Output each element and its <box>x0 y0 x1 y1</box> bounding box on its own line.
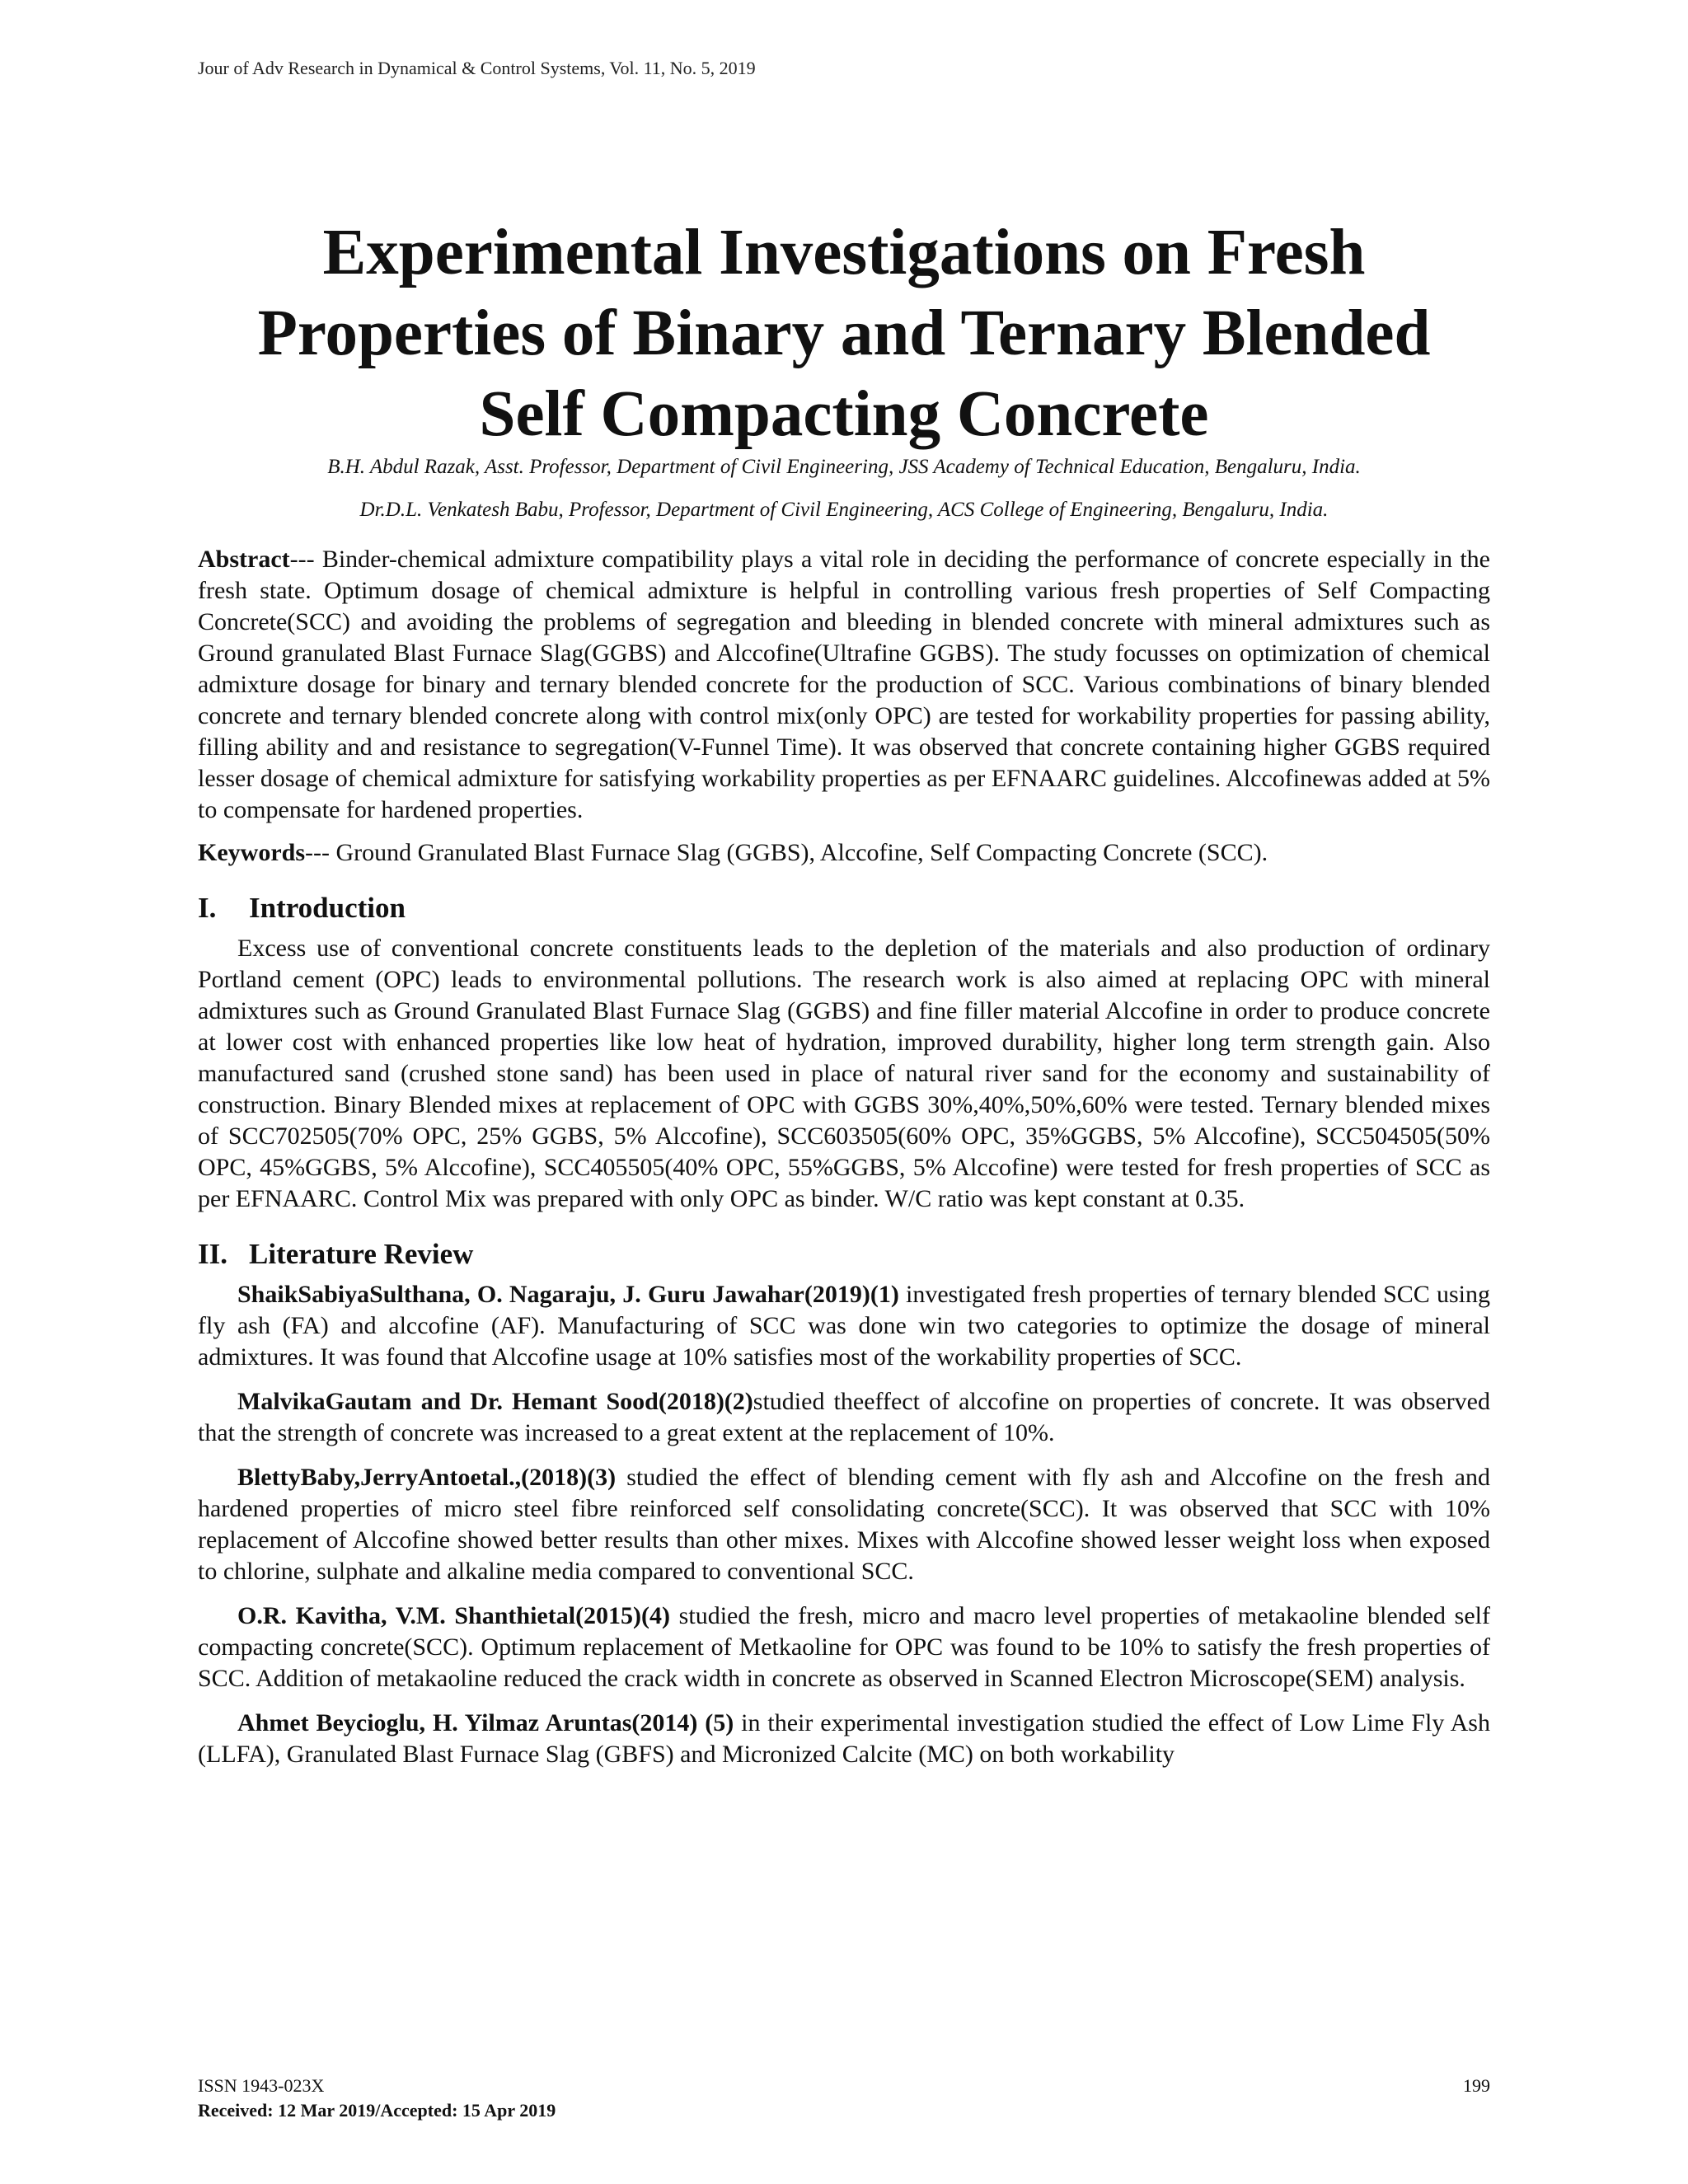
literature-paragraph <box>198 1279 1490 1373</box>
reference-lead: ShaikSabiyaSulthana, O. Nagaraju, J. Guru Jawahar(2019)(1) <box>237 1281 899 1308</box>
literature-paragraph <box>198 1462 1490 1587</box>
paragraph-text: in their experimental investigation studied the effect of Low Lime Fly Ash (LLFA), Granulated Blast Furnace Slag (GBFS) and Micronized Calcite (MC) on both workability <box>198 1709 1490 1768</box>
reference-lead: O.R. Kavitha, V.M. Shanthietal(2015)(4) <box>237 1602 671 1629</box>
page-footer <box>198 2074 1490 2123</box>
paper-body <box>198 544 1490 1783</box>
section-title: Introduction <box>249 892 406 924</box>
page-number: 199 <box>1463 2075 1490 2096</box>
literature-paragraph <box>198 1708 1490 1770</box>
author-affiliations <box>198 455 1490 541</box>
abstract <box>198 544 1490 826</box>
author-line: B.H. Abdul Razak, Asst. Professor, Department of Civil Engineering, JSS Academy of Technical Education, Bengaluru, India. <box>327 456 1361 478</box>
keywords-label: Keywords <box>198 839 305 866</box>
keywords <box>198 837 1490 869</box>
paragraph-text: investigated fresh properties of ternary blended SCC using fly ash (FA) and alccofine (AF). Manufacturing of SCC was done win two categories to optimize the dosage of mineral admixtures. It was found that Alccofine usage at 10% satisfies most of the workability properties of SCC. <box>198 1281 1490 1371</box>
section-heading-introduction <box>198 890 1490 926</box>
paper-title <box>198 213 1490 455</box>
running-head: Jour of Adv Research in Dynamical & Control Systems, Vol. 11, No. 5, 2019 <box>198 58 756 78</box>
section-number: I. <box>198 892 217 924</box>
paragraph-text: studied the fresh, micro and macro level properties of metakaoline blended self compacting concrete(SCC). Optimum replacement of Metkaoline for OPC was found to be 10% to satisfy the fresh properties of SCC. Addition of metakaoline reduced the crack width in concrete as observed in Scanned Electron Microscope(SEM) analysis. <box>198 1602 1490 1692</box>
paragraph-text: studied the effect of blending cement with fly ash and Alccofine on the fresh and hardened properties of micro steel fibre reinforced self consolidating concrete(SCC). It was observed that SCC with 10% replacement of Alccofine showed better results than other mixes. Mixes with Alccofine showed lesser weight loss when exposed to chlorine, sulphate and alkaline media compared to conventional SCC. <box>198 1464 1490 1585</box>
literature-paragraph <box>198 1386 1490 1449</box>
title-line: Self Compacting Concrete <box>479 378 1209 450</box>
title-line: Experimental Investigations on Fresh <box>322 217 1366 288</box>
abstract-label: Abstract <box>198 546 290 573</box>
issn: ISSN 1943-023X <box>198 2075 325 2096</box>
reference-lead: BlettyBaby,JerryAntoetal.,(2018)(3) <box>237 1464 617 1491</box>
section-number: II. <box>198 1238 227 1270</box>
title-line: Properties of Binary and Ternary Blended <box>257 298 1431 369</box>
received-accepted-dates: Received: 12 Mar 2019/Accepted: 15 Apr 2019 <box>198 2100 556 2121</box>
author-line: Dr.D.L. Venkatesh Babu, Professor, Department of Civil Engineering, ACS College of Engineering, Bengaluru, India. <box>359 499 1329 521</box>
section-heading-literature-review <box>198 1236 1490 1272</box>
keywords-text: --- Ground Granulated Blast Furnace Slag (GGBS), Alccofine, Self Compacting Concrete (SCC). <box>305 839 1268 866</box>
section-title: Literature Review <box>249 1238 474 1270</box>
literature-paragraph <box>198 1601 1490 1694</box>
reference-lead: Ahmet Beycioglu, H. Yilmaz Aruntas(2014) (5) <box>237 1709 734 1736</box>
introduction-paragraph: Excess use of conventional concrete constituents leads to the depletion of the materials and also production of ordinary Portland cement (OPC) leads to environmental pollutions. The research work is also aimed at replacing OPC with mineral admixtures such as Ground Granulated Blast Furnace Slag (GGBS) and fine filler material Alccofine in order to produce concrete at lower cost with enhanced properties like low heat of hydration, improved durability, higher long term strength gain. Also manufactured sand (crushed stone sand) has been used in place of natural river sand for the economy and sustainability of construction. Binary Blended mixes at replacement of OPC with GGBS 30%,40%,50%,60% were tested. Ternary blended mixes of SCC702505(70% OPC, 25% GGBS, 5% Alccofine), SCC603505(60% OPC, 35%GGBS, 5% Alccofine), SCC504505(50% OPC, 45%GGBS, 5% Alccofine), SCC405505(40% OPC, 55%GGBS, 5% Alccofine) were tested for fresh properties of SCC as per EFNAARC. Control Mix was prepared with only OPC as binder. W/C ratio was kept constant at 0.35. <box>198 935 1490 1212</box>
reference-lead: MalvikaGautam and Dr. Hemant Sood(2018)(2) <box>237 1388 753 1415</box>
paragraph-text: studied theeffect of alccofine on properties of concrete. It was observed that the strength of concrete was increased to a great extent at the replacement of 10%. <box>198 1388 1490 1446</box>
abstract-text: --- Binder-chemical admixture compatibility plays a vital role in deciding the performance of concrete especially in the fresh state. Optimum dosage of chemical admixture is helpful in controlling various fresh properties of Self Compacting Concrete(SCC) and avoiding the problems of segregation and bleeding in blended concrete with mineral admixtures such as Ground granulated Blast Furnace Slag(GGBS) and Alccofine(Ultrafine GGBS). The study focusses on optimization of chemical admixture dosage for binary and ternary blended concrete for the production of SCC. Various combinations of binary blended concrete and ternary blended concrete along with control mix(only OPC) are tested for workability properties for passing ability, filling ability and and resistance to segregation(V-Funnel Time). It was observed that concrete containing higher GGBS required lesser dosage of chemical admixture for satisfying workability properties as per EFNAARC guidelines. Alccofinewas added at 5% to compensate for hardened properties. <box>198 546 1490 823</box>
